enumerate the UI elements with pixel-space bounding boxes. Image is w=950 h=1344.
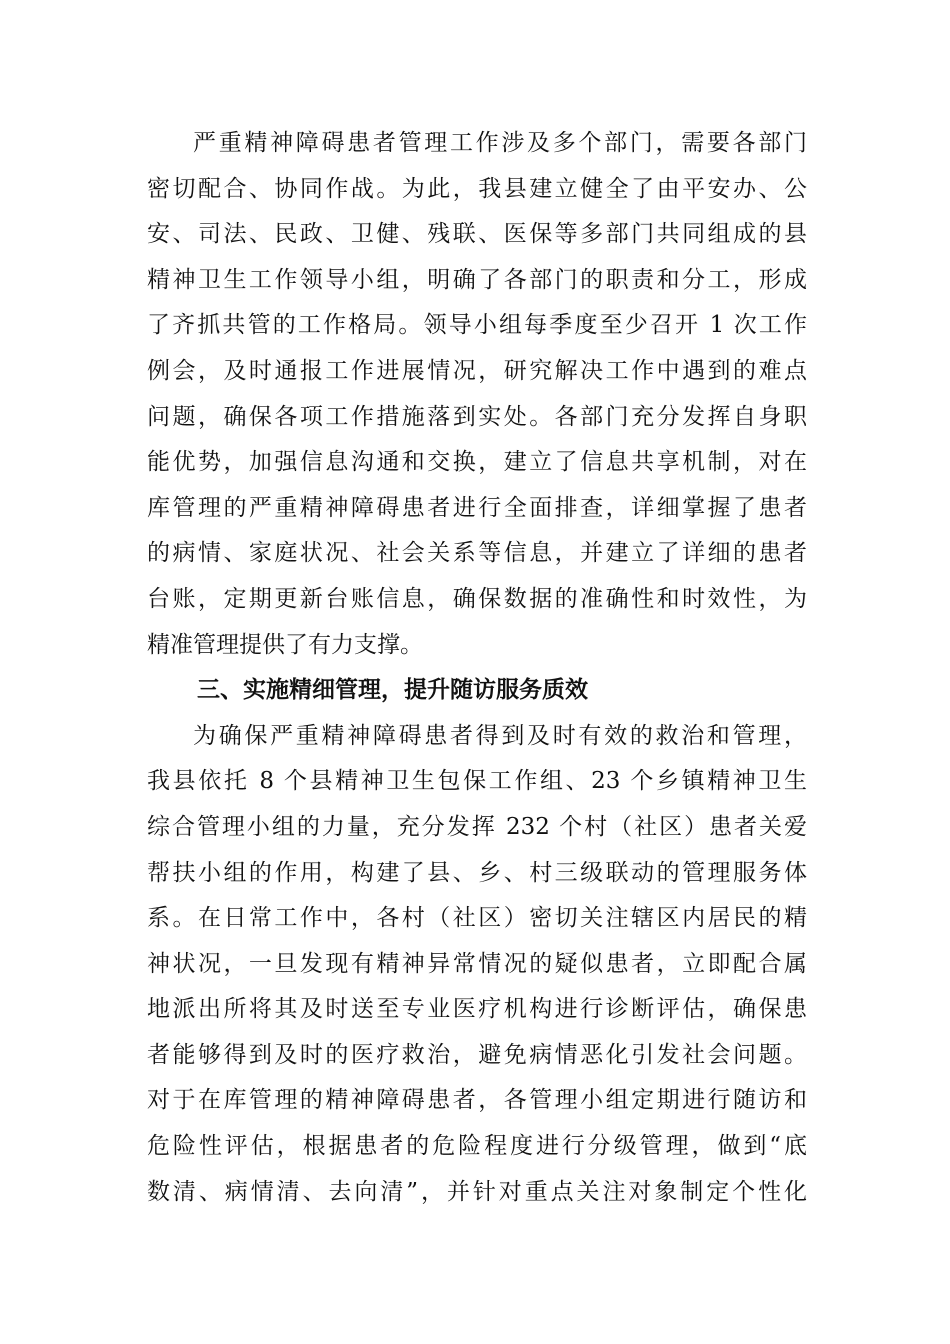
text-line: 我县依托 8 个县精神卫生包保工作组、23 个乡镇精神卫生: [147, 768, 807, 795]
text-line: 的病情、家庭状况、社会关系等信息，并建立了详细的患者: [147, 540, 807, 567]
text-line: 地派出所将其及时送至专业医疗机构进行诊断评估，确保患: [147, 996, 807, 1023]
text-line: 库管理的严重精神障碍患者进行全面排查，详细掌握了患者: [147, 494, 807, 521]
text-line: 数清、病情清、去向清”，并针对重点关注对象制定个性化: [147, 1178, 807, 1205]
section-heading: 三、实施精细管理，提升随访服务质效: [197, 677, 588, 704]
text-line: 神状况，一旦发现有精神异常情况的疑似患者，立即配合属: [147, 950, 807, 977]
text-line: 能优势，加强信息沟通和交换，建立了信息共享机制，对在: [147, 449, 807, 476]
text-line: 精准管理提供了有力支撑。: [147, 631, 423, 658]
paragraph-1: [147, 121, 807, 668]
text-line: 了齐抓共管的工作格局。领导小组每季度至少召开 1 次工作: [147, 312, 807, 339]
text-line: 综合管理小组的力量，充分发挥 232 个村（社区）患者关爱: [147, 813, 807, 840]
text-line: 帮扶小组的作用，构建了县、乡、村三级联动的管理服务体: [147, 859, 807, 886]
text-line: 严重精神障碍患者管理工作涉及多个部门，需要各部门: [193, 130, 807, 156]
text-line: 精神卫生工作领导小组，明确了各部门的职责和分工，形成: [147, 266, 807, 293]
document-page: [147, 121, 807, 1215]
text-line: 问题，确保各项工作措施落到实处。各部门充分发挥自身职: [147, 403, 807, 430]
text-line: 系。在日常工作中，各村（社区）密切关注辖区内居民的精: [147, 905, 807, 932]
text-line: 安、司法、民政、卫健、残联、医保等多部门共同组成的县: [147, 221, 807, 248]
text-line: 危险性评估，根据患者的危险程度进行分级管理，做到“底: [147, 1133, 807, 1160]
text-line: 例会，及时通报工作进展情况，研究解决工作中遇到的难点: [147, 357, 807, 384]
paragraph-2: [147, 714, 807, 1216]
text-line: 为确保严重精神障碍患者得到及时有效的救治和管理，: [193, 722, 807, 749]
text-line: 对于在库管理的精神障碍患者，各管理小组定期进行随访和: [147, 1087, 807, 1114]
text-line: 者能够得到及时的医疗救治，避免病情恶化引发社会问题。: [147, 1041, 807, 1068]
text-line: 密切配合、协同作战。为此，我县建立健全了由平安办、公: [147, 175, 807, 202]
text-line: 台账，定期更新台账信息，确保数据的准确性和时效性，为: [147, 585, 807, 612]
